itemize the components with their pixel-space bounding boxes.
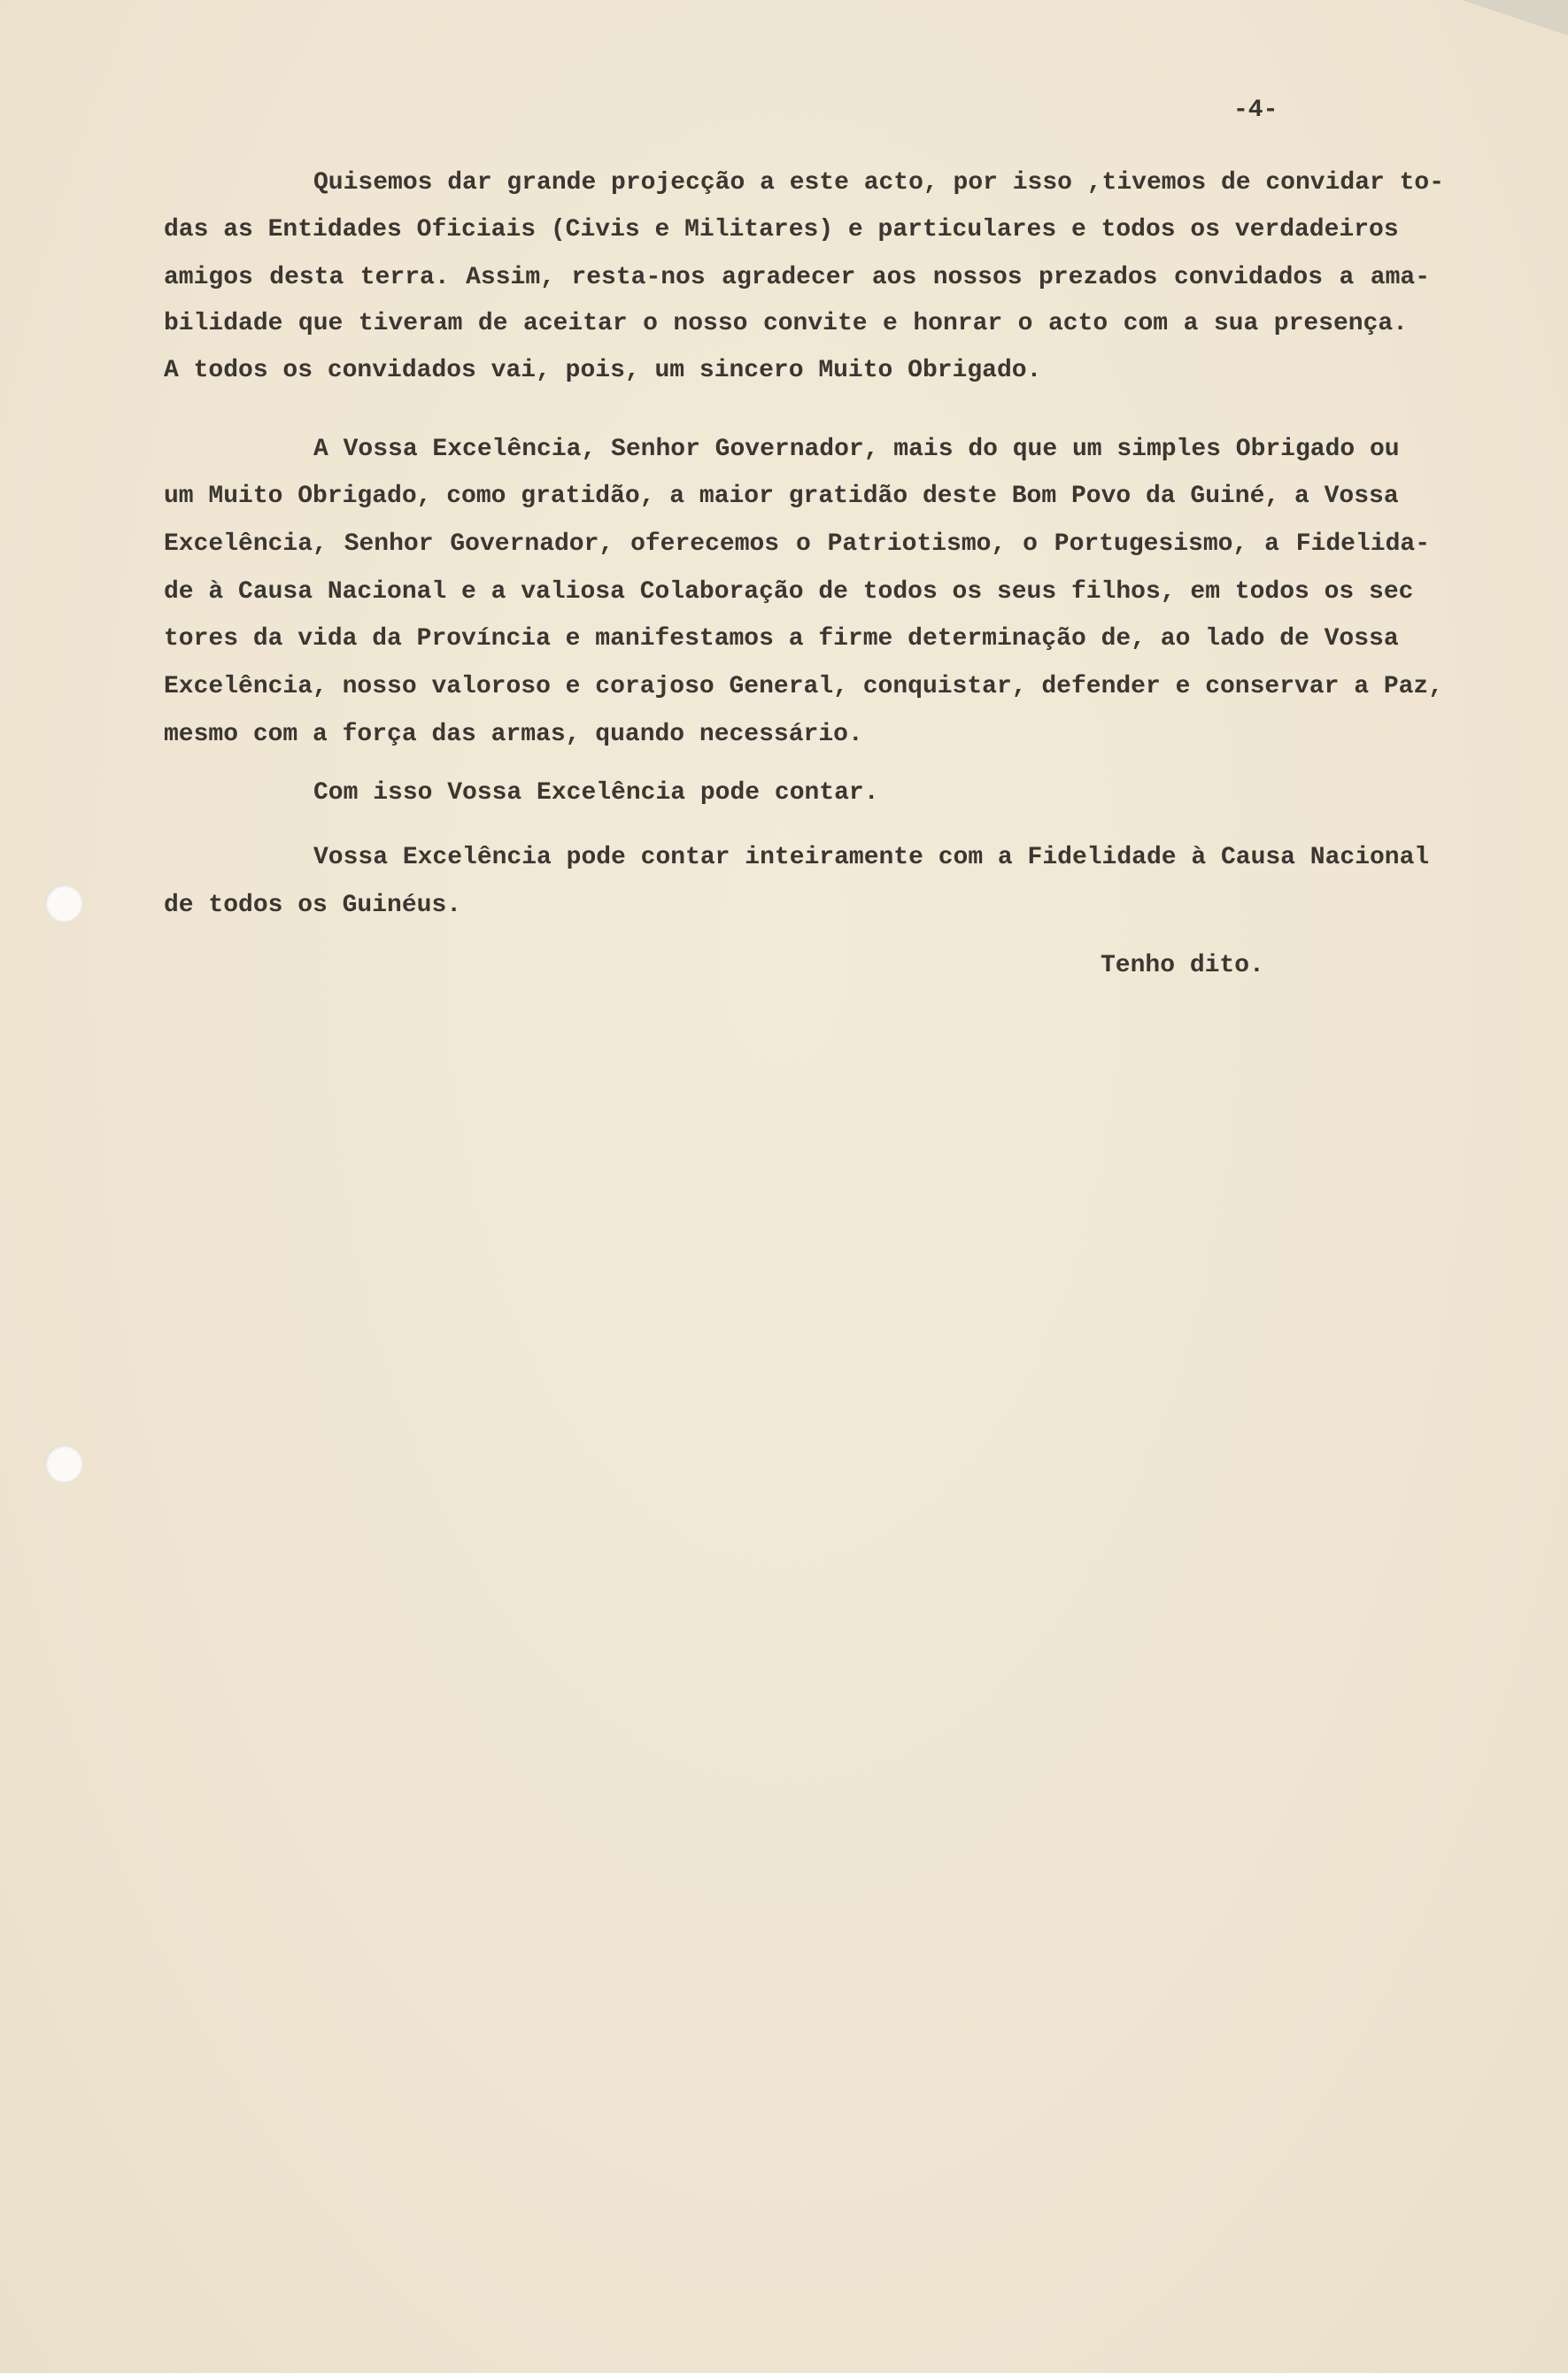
text-line: das as Entidades Oficiais (Civis e Militares) e particulares e todos os verdadeiros: [164, 216, 1399, 243]
punch-hole: [45, 885, 82, 922]
text-line: Excelência, Senhor Governador, oferecemos o Patriotismo, o Portugesismo, a Fidelida-: [164, 530, 1430, 558]
text-line: A Vossa Excelência, Senhor Governador, mais do que um simples Obrigado ou: [313, 436, 1400, 463]
text-line: de todos os Guinéus.: [164, 892, 462, 919]
text-line: Excelência, nosso valoroso e corajoso General, conquistar, defender e conservar a Paz,: [164, 673, 1444, 700]
page-corner: [1462, 0, 1568, 35]
text-line: tores da vida da Província e manifestamos a firme determinação de, ao lado de Vossa: [164, 625, 1399, 653]
text-line: mesmo com a força das armas, quando necessário.: [164, 721, 863, 748]
text-line: de à Causa Nacional e a valiosa Colaboração de todos os seus filhos, em todos os sec: [164, 578, 1414, 606]
punch-hole: [45, 1445, 82, 1482]
text-line: Quisemos dar grande projecção a este acto, por isso ,tivemos de convidar to-: [313, 169, 1445, 197]
page-number: -4-: [1233, 97, 1278, 124]
text-line: A todos os convidados vai, pois, um sincero Muito Obrigado.: [164, 357, 1042, 384]
text-line: um Muito Obrigado, como gratidão, a maior gratidão deste Bom Povo da Guiné, a Vossa: [164, 483, 1399, 510]
closing-line: Tenho dito.: [1101, 952, 1264, 979]
text-line: amigos desta terra. Assim, resta-nos agradecer aos nossos prezados convidados a ama-: [164, 264, 1430, 291]
text-line: Vossa Excelência pode contar inteiramente com a Fidelidade à Causa Nacional: [313, 844, 1430, 871]
text-line: bilidade que tiveram de aceitar o nosso convite e honrar o acto com a sua presença.: [164, 310, 1408, 337]
text-line: Com isso Vossa Excelência pode contar.: [313, 779, 879, 807]
